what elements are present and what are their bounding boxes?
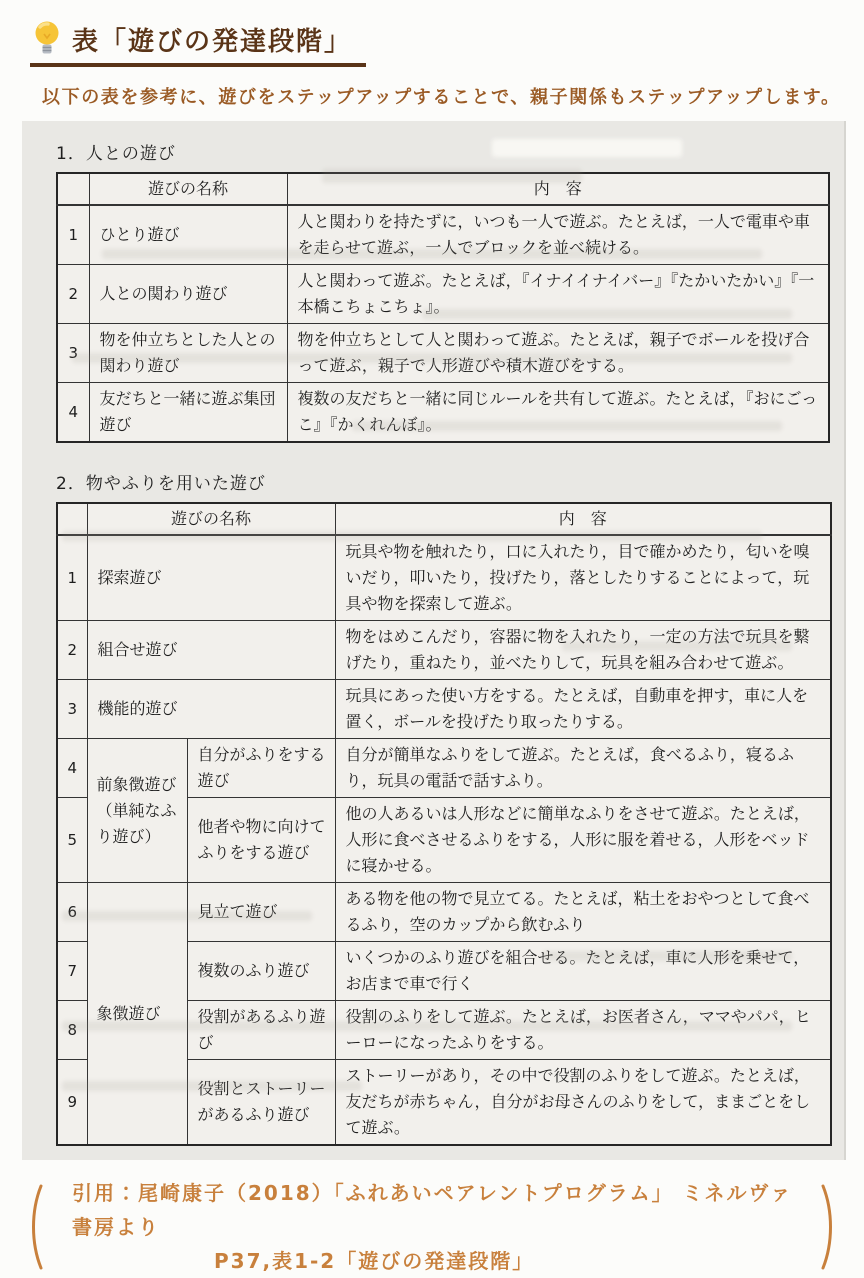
table-play-with-objects — [56, 502, 832, 1146]
play-description: 玩具にあった使い方をする。たとえば，自動車を押す，車に人を置く，ボールを投げたり取ったりする。 — [335, 680, 831, 739]
header-no — [57, 173, 89, 205]
document-page — [0, 20, 864, 1278]
table-row — [57, 324, 829, 383]
table-row — [57, 680, 831, 739]
row-number: 1 — [57, 535, 87, 621]
scanned-table-region — [22, 121, 846, 1160]
header-content: 内 容 — [287, 173, 829, 205]
play-name: 機能的遊び — [87, 680, 335, 739]
open-paren-icon — [26, 1183, 46, 1271]
header-name: 遊びの名称 — [87, 503, 335, 535]
play-name: 役割があるふり遊び — [187, 1001, 335, 1060]
close-paren-icon — [818, 1183, 838, 1271]
play-description: 物をはめこんだり，容器に物を入れたり，一定の方法で玩具を繋げたり，重ねたり，並べたりして，玩具を組み合わせて遊ぶ。 — [335, 621, 831, 680]
table-row — [57, 883, 831, 942]
play-group-name: 前象徴遊び（単純なふり遊び） — [87, 739, 187, 883]
header-no — [57, 503, 87, 535]
play-name: 人との関わり遊び — [89, 265, 287, 324]
play-description: 人と関わりを持たずに，いつも一人で遊ぶ。たとえば，一人で電車や車を走らせて遊ぶ，一人でブロックを並べ続ける。 — [287, 205, 829, 265]
row-number: 3 — [57, 324, 89, 383]
play-name: 探索遊び — [87, 535, 335, 621]
lightbulb-icon — [32, 20, 62, 58]
play-description: 物を仲立ちとして人と関わって遊ぶ。たとえば，親子でボールを投げ合って遊ぶ，親子で人形遊びや積木遊びをする。 — [287, 324, 829, 383]
table-play-with-people — [56, 172, 830, 443]
citation-text — [46, 1176, 818, 1278]
row-number: 3 — [57, 680, 87, 739]
row-number: 9 — [57, 1060, 87, 1146]
play-name: ひとり遊び — [89, 205, 287, 265]
row-number: 7 — [57, 942, 87, 1001]
header-content: 内 容 — [335, 503, 831, 535]
row-number: 2 — [57, 265, 89, 324]
play-name: 友だちと一緒に遊ぶ集団遊び — [89, 383, 287, 443]
citation — [26, 1176, 838, 1278]
play-description: いくつかのふり遊びを組合せる。たとえば，車に人形を乗せて，お店まで車で行く — [335, 942, 831, 1001]
section2-heading: 2．物やふりを用いた遊び — [56, 474, 266, 494]
play-description: ストーリーがあり，その中で役割のふりをして遊ぶ。たとえば，友だちが赤ちゃん，自分がお母さんのふりをして，ままごとをして遊ぶ。 — [335, 1060, 831, 1146]
table-row — [57, 205, 829, 265]
table-header-row — [57, 503, 831, 535]
row-number: 1 — [57, 205, 89, 265]
play-description: 自分が簡単なふりをして遊ぶ。たとえば，食べるふり，寝るふり，玩具の電話で話すふり。 — [335, 739, 831, 798]
play-name: 他者や物に向けてふりをする遊び — [187, 798, 335, 883]
page-title-text: 表「遊びの発達段階」 — [72, 27, 353, 57]
table-row — [57, 739, 831, 798]
row-number: 8 — [57, 1001, 87, 1060]
play-name: 物を仲立ちとした人との関わり遊び — [89, 324, 287, 383]
play-name: 複数のふり遊び — [187, 942, 335, 1001]
play-name: 見立て遊び — [187, 883, 335, 942]
table-row — [57, 621, 831, 680]
section1-heading: 1．人との遊び — [56, 144, 176, 164]
play-description: 複数の友だちと一緒に同じルールを共有して遊ぶ。たとえば，『おにごっこ』『かくれんぼ』。 — [287, 383, 829, 443]
page-title — [30, 20, 366, 67]
page-subtitle: 以下の表を参考に、遊びをステップアップすることで、親子関係もステップアップします。 — [42, 87, 841, 108]
table-header-row — [57, 173, 829, 205]
citation-line1: 引用：尾崎康子（2018）「ふれあいペアレントプログラム」 ミネルヴァ書房より — [72, 1181, 793, 1239]
play-name: 組合せ遊び — [87, 621, 335, 680]
row-number: 6 — [57, 883, 87, 942]
play-description: ある物を他の物で見立てる。たとえば，粘土をおやつとして食べるふり，空のカップから飲むふり — [335, 883, 831, 942]
play-description: 他の人あるいは人形などに簡単なふりをさせて遊ぶ。たとえば，人形に食べさせるふりをする，人形に服を着せる，人形をベッドに寝かせる。 — [335, 798, 831, 883]
table-row — [57, 383, 829, 443]
citation-line2: P37,表1-2「遊びの発達段階」 — [214, 1249, 535, 1273]
row-number: 2 — [57, 621, 87, 680]
play-name: 役割とストーリーがあるふり遊び — [187, 1060, 335, 1146]
play-name: 自分がふりをする遊び — [187, 739, 335, 798]
row-number: 5 — [57, 798, 87, 883]
row-number: 4 — [57, 383, 89, 443]
table-row — [57, 265, 829, 324]
play-description: 玩具や物を触れたり，口に入れたり，目で確かめたり，匂いを嗅いだり，叩いたり，投げたり，落としたりすることによって，玩具や物を探索して遊ぶ。 — [335, 535, 831, 621]
header-name: 遊びの名称 — [89, 173, 287, 205]
play-description: 役割のふりをして遊ぶ。たとえば，お医者さん，ママやパパ，ヒーローになったふりをする。 — [335, 1001, 831, 1060]
play-group-name: 象徴遊び — [87, 883, 187, 1146]
row-number: 4 — [57, 739, 87, 798]
table-row — [57, 535, 831, 621]
play-description: 人と関わって遊ぶ。たとえば，『イナイイナイバー』『たかいたかい』『一本橋こちょこちょ』。 — [287, 265, 829, 324]
